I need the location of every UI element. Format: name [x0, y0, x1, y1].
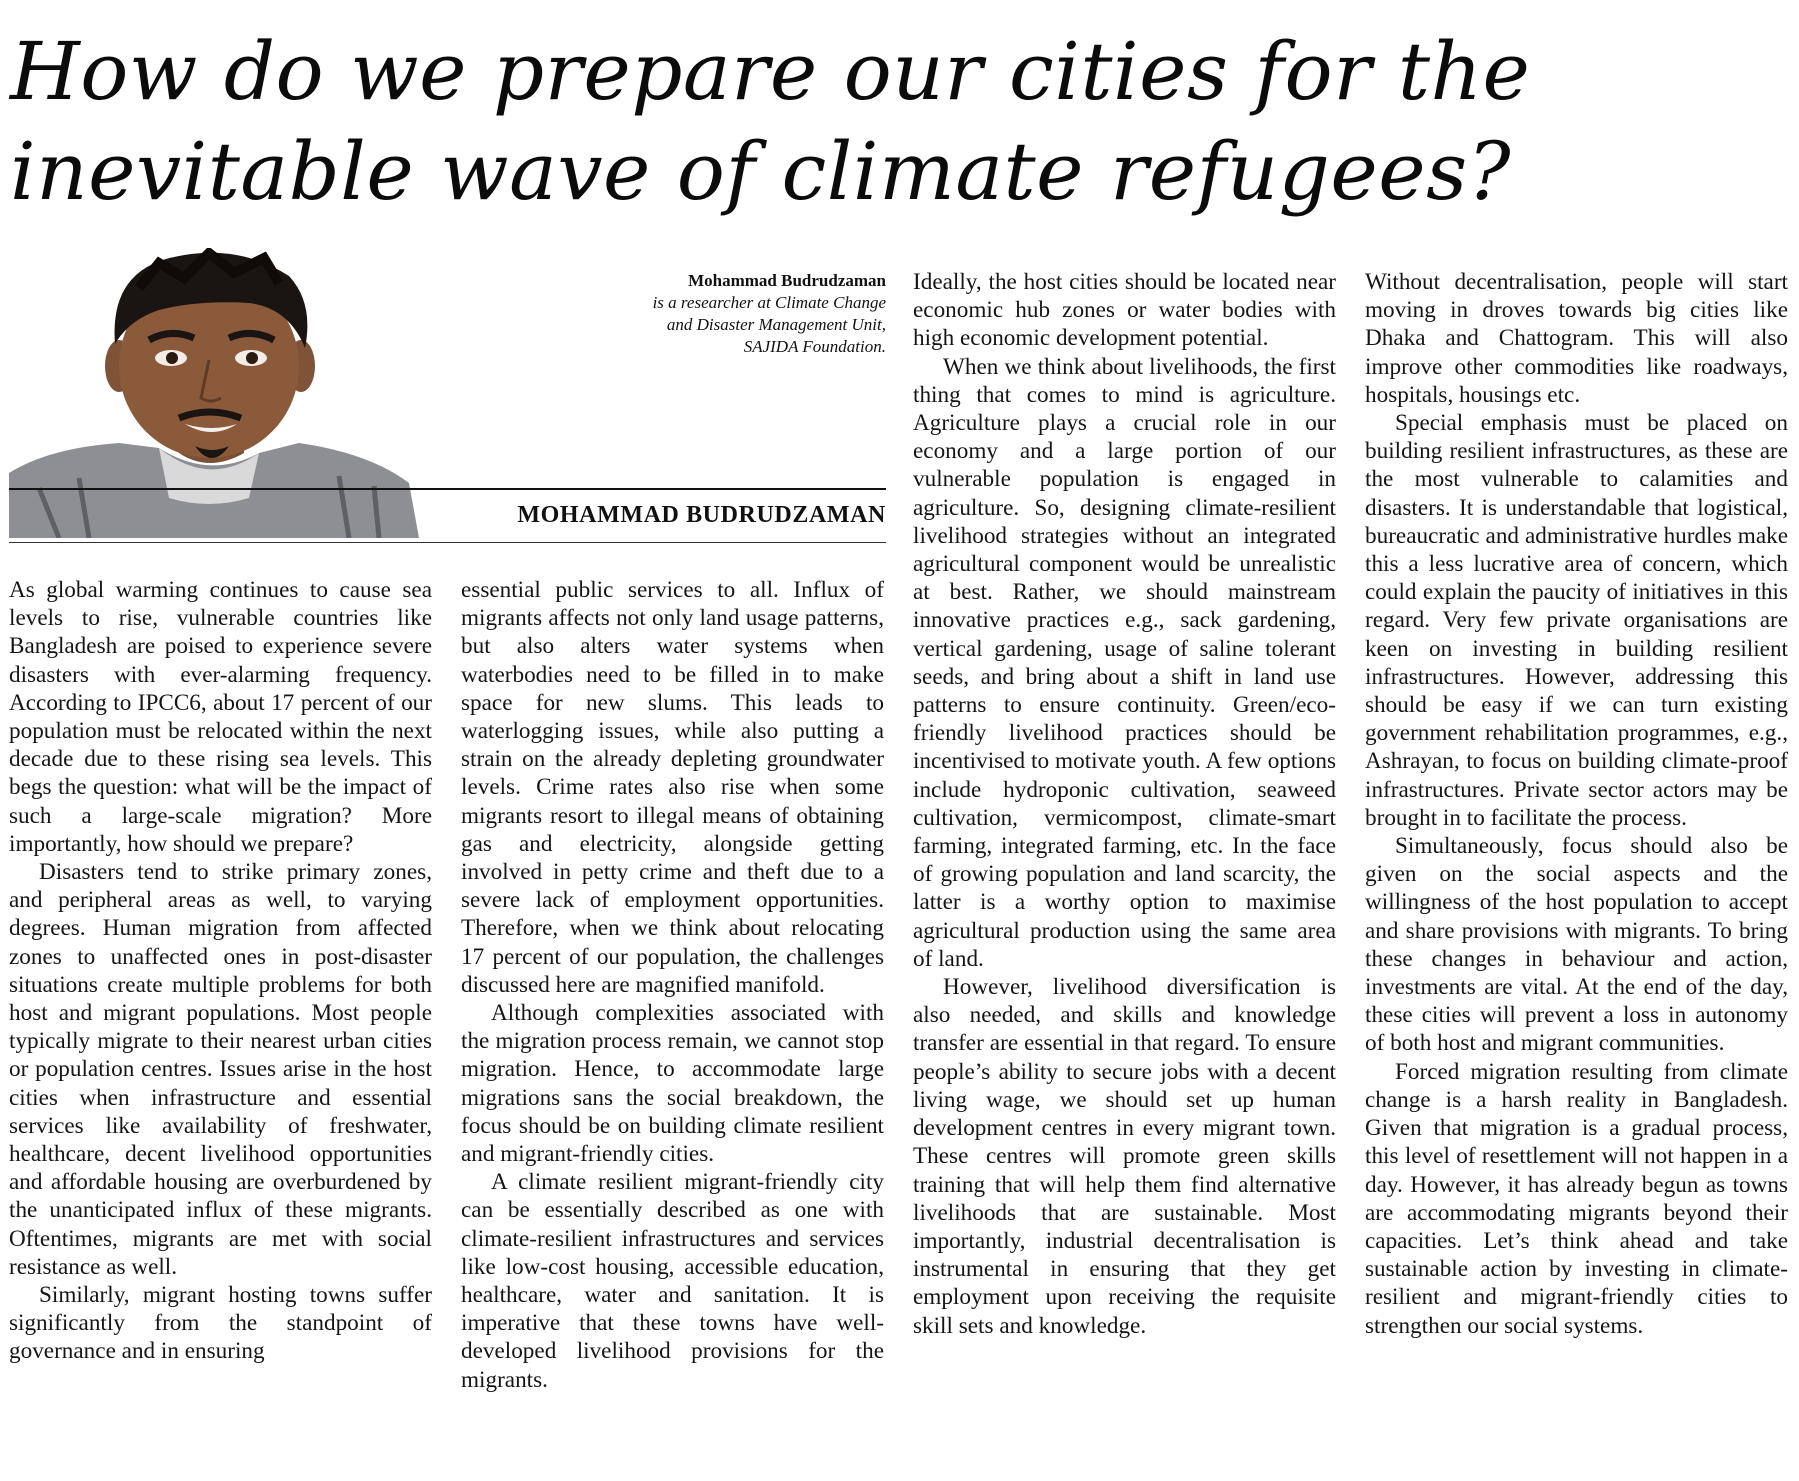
body-paragraph-5: Although complexities associated with the migration process remain, we cannot stop migration. Hence, to accommodate large migrations sans the social breakdown, the focus should be on building climate resilient and migrant-friendly cities.: [461, 1000, 884, 1168]
article-column-4: [1365, 268, 1788, 1340]
author-portrait: [9, 248, 579, 538]
author-name: Mohammad Budrudzaman: [688, 271, 886, 290]
caption-top-rule: [9, 488, 886, 490]
author-bio-line-2: and Disaster Management Unit,: [666, 315, 886, 334]
headline: How do we prepare our cities for the inevitable wave of climate refugees?: [10, 25, 1531, 218]
body-paragraph-10: Without decentralisation, people will start moving in droves towards big cities like Dhaka and Chattogram. This will also improve other commodities like roadways, hospitals, housings etc.: [1365, 269, 1788, 408]
body-paragraph-6: A climate resilient migrant-friendly city can be essentially described as one with climate-resilient infrastructures and services like low-cost housing, accessible education, healthcare, water and sanitation. It is imperative that these towns have well-developed livelihood provisions for the migrants.: [461, 1169, 884, 1393]
body-paragraph-3: Similarly, migrant hosting towns suffer significantly from the standpoint of governance and in ensuring: [9, 1282, 432, 1365]
author-bio-line-1: is a researcher at Climate Change: [652, 293, 886, 312]
author-bio-line-3: SAJIDA Foundation.: [743, 337, 886, 356]
body-paragraph-8: When we think about livelihoods, the first thing that comes to mind is agriculture. Agriculture plays a crucial role in our economy and a large portion of our vulnerable population is engaged in agriculture. So, designing climate-resilient livelihood strategies without an integrated agricultural component would be unrealistic at best. Rather, we should mainstream innovative practices e.g., sack gardening, vertical gardening, usage of saline tolerant seeds, and bring about a shift in land use patterns to ensure continuity. Green/eco-friendly livelihood practices should be incentivised to motivate youth. A few options include hydroponic cultivation, seaweed cultivation, vermicompost, climate-smart farming, integrated farming, etc. In the face of growing population and land scarcity, the latter is a worthy option to maximise agricultural production using the same area of land.: [913, 353, 1336, 972]
caption-bottom-rule: [9, 542, 886, 543]
author-caption: MOHAMMAD BUDRUDZAMAN: [517, 502, 886, 528]
body-paragraph-11: Special emphasis must be placed on building resilient infrastructures, as these are the most vulnerable to calamities and disasters. It is understandable that logistical, bureaucratic and administrative hurdles make this a less lucrative area of concern, which could explain the paucity of initiatives in this regard. Very few private organisations are keen on investing in building resilient infrastructures. However, addressing this should be easy if we can turn existing government rehabilitation programmes, e.g., Ashrayan, to focus on building climate-proof infrastructures. Private sector actors may be brought in to facilitate the process.: [1365, 410, 1788, 831]
body-paragraph-7: Ideally, the host cities should be located near economic hub zones or water bodies with high economic development potential.: [913, 269, 1336, 352]
body-paragraph-2: Disasters tend to strike primary zones, and peripheral areas as well, to varying degrees. Human migration from affected zones to unaffected ones in post-disaster situations create multiple problems for both host and migrant populations. Most people typically migrate to their nearest urban cities or population centres. Issues arise in the host cities when infrastructure and essential services like availability of freshwater, healthcare, decent livelihood opportunities and affordable housing are overburdened by the unanticipated influx of these migrants. Oftentimes, migrants are met with social resistance as well.: [9, 859, 432, 1280]
author-byline: [566, 270, 886, 358]
article-column-2: [461, 576, 884, 1394]
article-column-3: [913, 268, 1336, 1340]
author-portrait-image: [9, 248, 579, 538]
body-paragraph-12: Simultaneously, focus should also be given on the social aspects and the willingness of the host population to accept and share provisions with migrants. To bring these changes in behaviour and action, investments are vital. At the end of the day, these cities will prevent a loss in autonomy of both host and migrant communities.: [1365, 833, 1788, 1057]
body-paragraph-1: As global warming continues to cause sea levels to rise, vulnerable countries like Bangladesh are poised to experience severe disasters with ever-alarming frequency. According to IPCC6, about 17 percent of our population must be relocated within the next decade due to these rising sea levels. This begs the question: what will be the impact of such a large-scale migration? More importantly, how should we prepare?: [9, 577, 432, 857]
article-column-1: [9, 576, 432, 1366]
body-paragraph-13: Forced migration resulting from climate change is a harsh reality in Bangladesh. Given that migration is a gradual process, this level of resettlement will not happen in a day. However, it has already begun as towns are accommodating migrants beyond their capacities. Let’s think ahead and take sustainable action by investing in climate-resilient and migrant-friendly cities to strengthen our social systems.: [1365, 1058, 1788, 1339]
body-paragraph-4: essential public services to all. Influx of migrants affects not only land usage patterns, but also alters water systems when waterbodies need to be filled in to make space for new slums. This leads to waterlogging issues, while also putting a strain on the already depleting groundwater levels. Crime rates also rise when some migrants resort to illegal means of obtaining gas and electricity, alongside getting involved in petty crime and theft due to a severe lack of employment opportunities. Therefore, when we think about relocating 17 percent of our population, the challenges discussed here are magnified manifold.: [461, 577, 884, 998]
body-paragraph-9: However, livelihood diversification is also needed, and skills and knowledge transfer are essential in that regard. To ensure people’s ability to secure jobs with a decent living wage, we should set up human development centres in every migrant town. These centres will promote green skills training that will help them find alternative livelihoods that are sustainable. Most importantly, industrial decentralisation is instrumental in ensuring that they get employment upon receiving the requisite skill sets and knowledge.: [913, 974, 1336, 1339]
